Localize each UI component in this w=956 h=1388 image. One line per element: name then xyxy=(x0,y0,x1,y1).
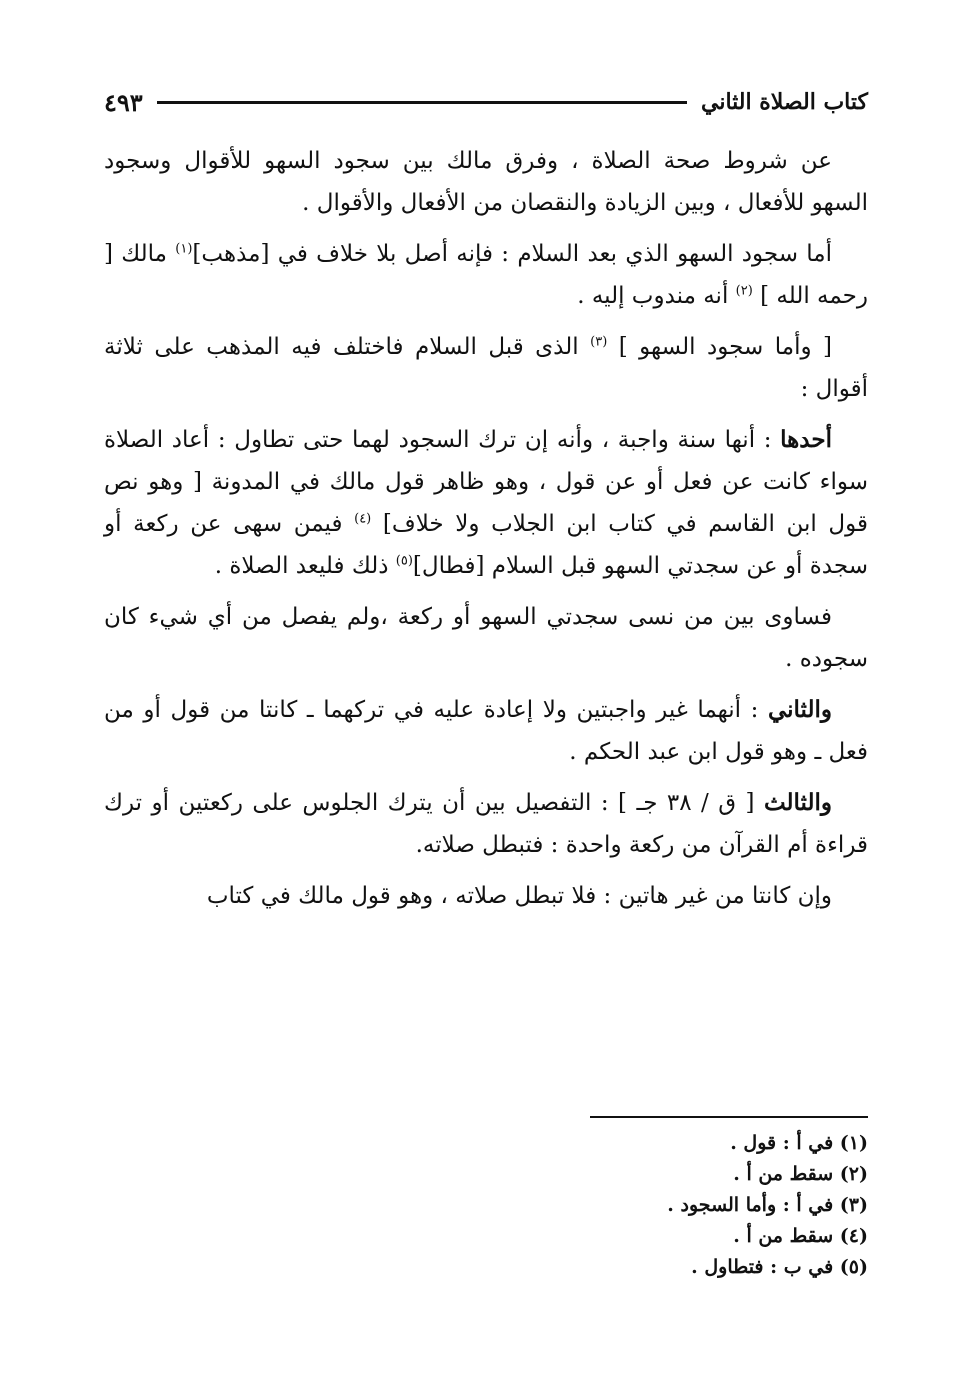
paragraph-lead: والثالث xyxy=(763,789,832,816)
footnote-ref: (٣) xyxy=(590,334,608,350)
paragraph-5 xyxy=(104,596,868,680)
paragraph-1 xyxy=(104,140,868,224)
paragraph-2 xyxy=(104,233,868,317)
footnote-5: (٥) في ب : فتطاول . xyxy=(691,1256,868,1278)
paragraph-8 xyxy=(104,875,868,917)
paragraph-6 xyxy=(104,689,868,773)
paragraph-text: ذلك فليعد الصلاة . xyxy=(214,553,396,579)
paragraph-text: : أنها سنة واجبة ، وأنه إن ترك السجود لهما حتى تطاول : أعاد الصلاة سواء كانت عن فعل أو عن قول ، وهو ظاهر قول مالك في المدونة [ وهو نص قول ابن القاسم في كتاب ابن الجلاب ولا خلاف] xyxy=(104,427,868,537)
book-title: كتاب الصلاة الثاني xyxy=(700,89,868,115)
paragraph-lead: أحدها xyxy=(780,426,832,453)
footnote-3: (٣) في أ : وأما السجود . xyxy=(667,1194,868,1216)
paragraph-7 xyxy=(104,782,868,866)
running-header xyxy=(104,82,868,122)
paragraph-text: فساوى بين من نسى سجدتي السهو أو ركعة ،ولم يفصل من أي شيء كان سجوده . xyxy=(104,604,868,672)
footnote-ref: (٤) xyxy=(354,511,372,527)
paragraph-text: : أنهما غير واجبتين ولا إعادة عليه في تركهما ـ كانتا من قول أو من فعل ـ وهو قول ابن عبد الحكم . xyxy=(104,697,868,765)
paragraph-text: فيمن سهى عن ركعة أو سجدة أو عن سجدتي السهو قبل السلام [فطال] xyxy=(104,511,868,579)
footnote-ref: (٢) xyxy=(735,283,753,299)
page-number: ٤٩٣ xyxy=(104,87,143,117)
paragraph-lead: والثاني xyxy=(767,696,832,723)
footnote-ref: (٥) xyxy=(395,553,413,569)
footnote-2: (٢) سقط من أ . xyxy=(733,1163,868,1185)
paragraph-text: مالك [ رحمه الله ] xyxy=(104,241,868,309)
footnote-4: (٤) سقط من أ . xyxy=(733,1225,868,1247)
footnote-1: (١) في أ : قول . xyxy=(730,1132,868,1154)
paragraph-text: [ وأما سجود السهو ] xyxy=(607,334,832,360)
footnote-ref: (١) xyxy=(175,241,193,257)
header-rule xyxy=(157,101,687,104)
paragraph-text: الذى قبل السلام فاختلف فيه المذهب على ثلاثة أقوال : xyxy=(104,334,868,402)
paragraph-3 xyxy=(104,326,868,410)
footnote-divider xyxy=(590,1116,868,1118)
paragraph-text: أنه مندوب إليه . xyxy=(577,283,736,309)
paragraph-text: عن شروط صحة الصلاة ، وفرق مالك بين سجود السهو للأقوال وسجود السهو للأفعال ، وبين الزيادة والنقصان من الأفعال والأقوال . xyxy=(104,148,868,216)
paragraph-text: أما سجود السهو الذي بعد السلام : فإنه أصل بلا خلاف في [مذهب] xyxy=(192,241,832,267)
footnotes xyxy=(300,1128,868,1283)
main-text xyxy=(104,140,868,926)
paragraph-4 xyxy=(104,419,868,587)
paragraph-text: وإن كانتا من غير هاتين : فلا تبطل صلاته ، وهو قول مالك في كتاب xyxy=(206,883,832,909)
paragraph-text: [ ق / ٣٨ جـ ] : التفصيل بين أن يترك الجلوس على ركعتين أو ترك قراءة أم القرآن من ركعة واحدة : فتبطل صلاته. xyxy=(104,790,868,858)
